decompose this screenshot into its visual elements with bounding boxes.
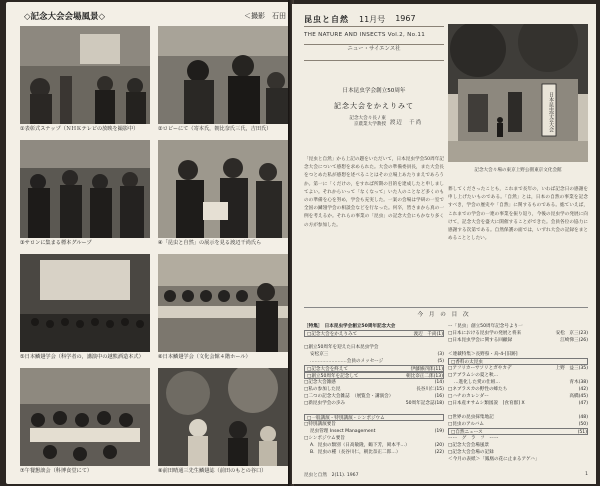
right-page xyxy=(292,4,596,484)
contents-entry xyxy=(304,344,444,351)
contents-entry-title: □シンポジウム要旨 xyxy=(304,436,345,441)
contents-entry-title: ー「昆虫」創立50周年記念号より一 xyxy=(448,324,523,329)
contents-entry-page: (14) xyxy=(434,380,444,385)
photo-caption: ⑦午餐懇談会（科博食堂にて） xyxy=(20,468,93,474)
contents-entry xyxy=(448,407,588,414)
english-title: THE NATURE AND INSECTS Vol.2, No.11 xyxy=(304,32,426,38)
contents-rule xyxy=(304,307,588,308)
contents-right-column xyxy=(448,323,588,463)
contents-entry-page: (5) xyxy=(437,359,444,364)
contents-entry-page: 江崎悌三(26) xyxy=(560,338,588,343)
author-affiliation: 記念大会々長 / 東京農業大学教授 xyxy=(349,116,386,127)
contents-entry-page: (16) xyxy=(434,394,444,399)
contents-entry xyxy=(304,442,444,449)
contents-entry xyxy=(304,351,444,358)
contents-entry xyxy=(448,330,588,337)
editorial xyxy=(304,86,444,131)
contents-entry-title: □創立50周年を記念して xyxy=(307,374,359,379)
contents-entry xyxy=(448,456,588,463)
contents-entry-title: □私の参加した昆 xyxy=(304,387,341,392)
publisher: ニュー・サイエンス社 xyxy=(347,46,401,52)
editorial-body-right: 葬してくださったことも，これまで長年の，いわば記念日の感謝を申し上げたいものである。「自然」とは，日本の自然の事業を記念すべき，学会の歴史や「自然」に関するものである。総ていえば，これまでの学会の一連の事業を振り返り，今後の昆虫学の発展に向けて，記念大会を盛大に開催することができた。会員各位の協力に感謝する次第である。自然保護の面では，いずれ大会の記録をまとめることとしたい。 xyxy=(448,187,588,242)
contents-entry xyxy=(448,414,588,421)
contents-entry-title: ＜今月の表紙＞「鳳凰の花に止まるアゲハ」 xyxy=(448,457,540,462)
contents-entry xyxy=(304,365,444,372)
contents-entry xyxy=(448,358,588,365)
contents-entry-title: □記念大会を終えて xyxy=(307,367,349,372)
contents-entry-title: □アフリカーサソリとガやカデ xyxy=(448,366,512,371)
contents-entry-title: □創立50周年を迎えた日本昆虫学会 xyxy=(304,345,379,350)
photo-caption: ③サロンに集まる標本グループ xyxy=(20,240,92,246)
venue-sign: 日本昆虫学会大会 xyxy=(548,92,554,132)
contents-entry xyxy=(304,393,444,400)
contents-entry-title: ［特集］ 日本昆虫学会創立50周年記念大会 xyxy=(304,324,396,329)
contents-entry xyxy=(448,365,588,372)
footer-citation: 昆虫と自然 2(11). 1967 xyxy=(304,473,359,478)
photo-venue-building xyxy=(448,24,588,162)
photo-caption: ②ロビーにて（寄本氏，朝比奈氏三氏，吉田氏） xyxy=(158,126,272,132)
contents-entry-title: □ハチのカレンダー xyxy=(448,394,489,399)
contents-entry-page: 安松 京三(23) xyxy=(555,331,588,336)
page-number: 1 xyxy=(585,472,588,477)
issue-month: 11月号 xyxy=(359,15,386,24)
contents-entry-title: □記念大会をかえりみて xyxy=(307,332,358,337)
contents-entry-page: 朝比奈正二郎(13) xyxy=(406,374,443,379)
contents-entry xyxy=(304,379,444,386)
photo-cell xyxy=(20,140,150,250)
contents-entry xyxy=(304,372,444,379)
contents-entry-title: B．昆虫の種（長谷川仁，朝比奈正二郎…） xyxy=(310,450,401,455)
contents-entry-page: (22) xyxy=(434,450,444,455)
contents-entry-page: 上野 益三(35) xyxy=(555,366,588,371)
photo-luncheon xyxy=(20,368,150,466)
photo-cell xyxy=(20,254,150,364)
photo-cell xyxy=(158,140,288,250)
contents-entry-title: □日本昆虫学会に関する回顧録 xyxy=(448,338,513,343)
contents-entry-title: □記念大会雑感 xyxy=(304,380,336,385)
contents-entry-page: (51) xyxy=(577,430,587,435)
contents-heading: 今 月 の 目 次 xyxy=(417,312,471,318)
contents-entry-title: ーー グ ラ フ ーー xyxy=(448,436,499,441)
contents-entry-page: (3) xyxy=(437,352,444,357)
photo-salon xyxy=(20,140,150,238)
contents-entry xyxy=(448,344,588,351)
contents-entry-page: 高橋(45) xyxy=(569,394,588,399)
contents-entry xyxy=(304,449,444,456)
contents-entry xyxy=(304,323,444,330)
contents-entry-title: □香料の太昆虫 xyxy=(451,360,483,365)
gallery-header xyxy=(24,10,286,24)
author-name: 渡辺 千尚 xyxy=(390,120,422,126)
contents-entry-title: □日本産オサムシ類図説 [食育群] X xyxy=(448,401,525,406)
contents-entry xyxy=(304,407,444,414)
masthead-rule xyxy=(304,26,444,27)
contents-entry-page: 渡辺 千尚(1) xyxy=(413,332,443,337)
contents-entry xyxy=(448,421,588,428)
photo-cell xyxy=(158,26,288,136)
contents-entry xyxy=(448,400,588,407)
contents-entry xyxy=(448,435,588,442)
magazine-title: 昆虫と自然 xyxy=(304,15,349,24)
gallery-title: ◇記念大会会場風景◇ xyxy=(24,12,106,22)
photo-awards-ceremony xyxy=(20,26,150,124)
contents-entry-title: ……………………会員のメッセージ xyxy=(310,359,384,364)
contents-entry xyxy=(304,414,444,421)
photo-caption: ⑤日本鱗翅学会（科学者の，講演中の越熊酒造本式） xyxy=(20,354,144,360)
contents-entry xyxy=(448,379,588,386)
contents-entry-page: 伊藤修四郎(11) xyxy=(410,367,443,372)
editorial-title: 記念大会をかえりみて xyxy=(334,102,414,110)
contents-entry-title: A．昆虫の類別（日高敏隆，鶴下芳，岡本半…） xyxy=(310,443,410,448)
masthead-rule xyxy=(304,44,444,45)
contents-entry-title: …進化した愛の仕組… xyxy=(454,380,500,385)
contents-entry xyxy=(448,449,588,456)
issue-year: 1967 xyxy=(395,14,416,23)
contents-entry xyxy=(304,330,444,337)
contents-entry xyxy=(304,428,444,435)
masthead-rule xyxy=(304,60,444,61)
contents-entry-title: □自然ニュース xyxy=(451,430,483,435)
photo-garden-party xyxy=(158,368,288,466)
editorial-kicker: 日本昆虫学会創立50周年 xyxy=(342,88,406,94)
photo-lecture-hall xyxy=(20,254,150,352)
contents-entry xyxy=(304,435,444,442)
contents-entry xyxy=(448,372,588,379)
contents-entry-title: □二つの記念大会雑誌 （展覧会・講演会） xyxy=(304,394,394,399)
contents-entry xyxy=(304,386,444,393)
contents-entry xyxy=(448,323,588,330)
contents-entry xyxy=(304,337,444,344)
contents-entry-title: □アブラムシの夏と秋… xyxy=(448,373,499,378)
photo-lobby xyxy=(158,26,288,124)
photo-cell xyxy=(20,26,150,136)
contents-entry-title: □記念大会会場風景 xyxy=(448,443,490,448)
contents-entry xyxy=(448,393,588,400)
contents-entry-title: □世界の昆虫採集地記 xyxy=(448,415,494,420)
photo-exhibit xyxy=(158,140,288,238)
photo-caption: ⑧前田晴通三先生鱗翅誌（前田のもとの谷口） xyxy=(158,468,267,474)
contents-entry-title: 安松京三 xyxy=(310,352,329,357)
contents-entry-page: (20) xyxy=(434,443,444,448)
contents-entry-page: (48) xyxy=(578,415,588,420)
venue-photo-caption: 記念大会々場の東京上野公園東京文化会館 xyxy=(474,168,562,173)
editorial-body-left: 「昆虫と自然」から上記の題をいただいて，日本昆虫学会50周年記念大会について感想を求められた。大会の準備委員長，また大会長をつとめた私が感想を述べることはその立場上あたりまえであろうか。第一に「くだけの，をすれば所期の目的を達成したと申しましてよい。それからいって「なくなって」いた人のことなど多くのものの準備を心を努め，学会も充実した。一案の会場は学研の一室で全国の鱗翅学会の相談会などを行なった。何卒，皆さまから真の一例を考えるか。それらの事業の「昆虫」の記念大会にもかなり多くの方が参加した。 xyxy=(304,157,444,228)
contents-entry-page: (50) xyxy=(578,422,588,427)
photo-caption: ①表彰式スナップ（ＮＨＫテレビの放映を撮影中） xyxy=(20,126,139,132)
photo-society-meeting xyxy=(158,254,288,352)
photo-credit: ＜撮影 石田 xyxy=(244,12,286,20)
photo-grid xyxy=(20,26,288,478)
photo-cell xyxy=(158,368,288,478)
contents-left-column xyxy=(304,323,444,456)
contents-entry xyxy=(448,442,588,449)
photo-caption: ⑥日本鱗翅学会（文化会館４階ホール） xyxy=(158,354,251,360)
contents-entry xyxy=(448,428,588,435)
contents-entry-title: □日本における昆虫学の発展と将来 xyxy=(448,331,522,336)
contents-entry xyxy=(448,337,588,344)
left-page xyxy=(6,2,290,484)
contents-entry-title: □ネブラスカの野性の蜂たち xyxy=(448,387,508,392)
contents-entry-title: 昆虫管理 Insect Management xyxy=(310,429,376,434)
contents-entry-page: 長谷川仁(15) xyxy=(416,387,444,392)
contents-entry xyxy=(304,421,444,428)
contents-entry-title: □新昆虫学会の歩み xyxy=(304,401,346,406)
contents-entry-page: 青木(38) xyxy=(569,380,588,385)
photo-cell xyxy=(20,368,150,478)
contents-entry-title: □特別講演要旨 xyxy=(304,422,336,427)
contents-entry xyxy=(304,400,444,407)
contents-entry-title: □昆虫のアルバム xyxy=(448,422,484,427)
contents-entry-page: (42) xyxy=(578,387,588,392)
editorial-byline xyxy=(304,115,444,131)
contents-entry-title: □記念大会会場の記録 xyxy=(448,450,494,455)
contents-entry-page: (19) xyxy=(434,429,444,434)
contents-entry xyxy=(448,386,588,393)
photo-cell xyxy=(158,254,288,364)
contents-entry-page: 50周年記念誌(18) xyxy=(405,401,444,406)
contents-entry xyxy=(448,351,588,358)
contents-entry-title: ＜連載特集＞長野県・烏-4-[旧跡] xyxy=(448,352,518,357)
photo-caption: ④「昆虫と自然」の展示を見る渡辺干尚氏ら xyxy=(158,240,262,246)
contents-entry-page: (47) xyxy=(578,401,588,406)
page-footer xyxy=(304,472,588,480)
contents-entry xyxy=(304,358,444,365)
masthead xyxy=(304,14,444,52)
contents-entry-title: □一般講演・特別講演・シンポジウム xyxy=(307,416,385,421)
